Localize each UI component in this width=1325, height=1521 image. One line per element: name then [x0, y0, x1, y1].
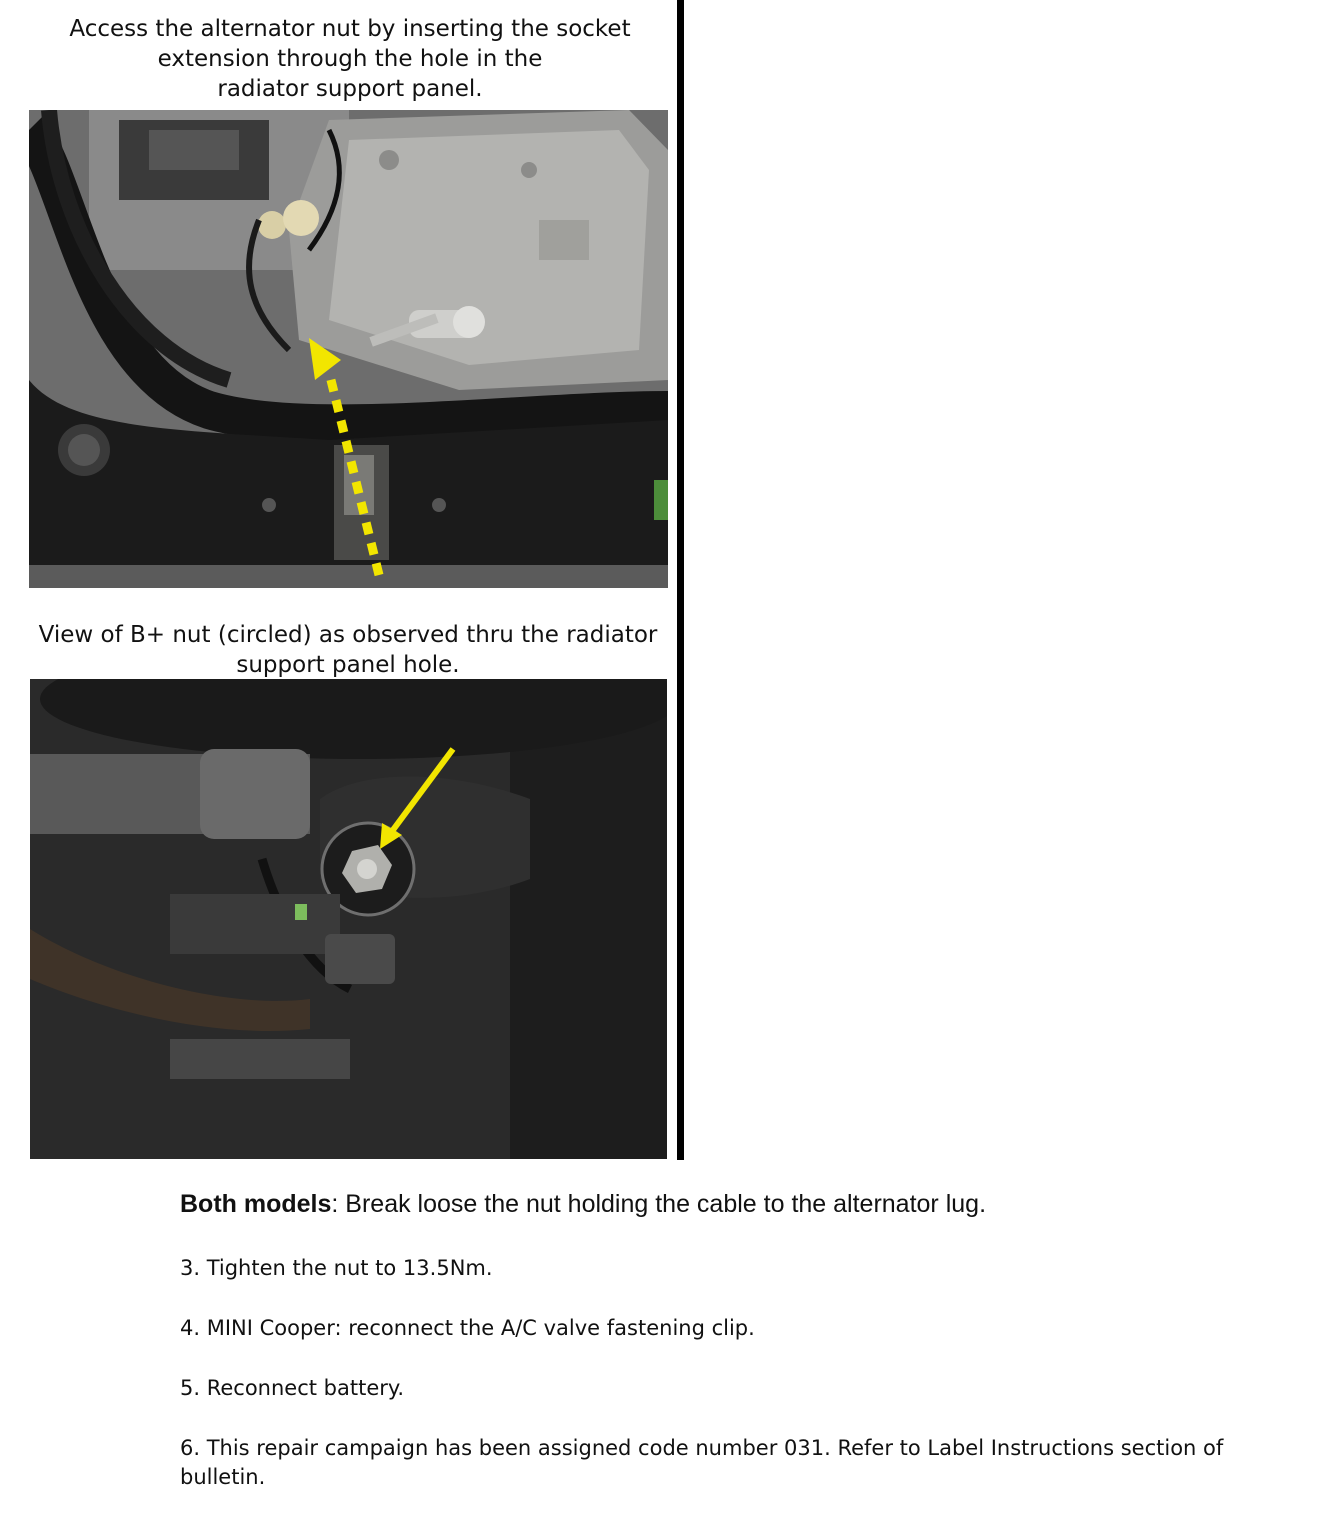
step-6: 6. This repair campaign has been assigned code number 031. Refer to Label Instructions section of bulletin. [180, 1436, 1224, 1489]
caption-line: support panel hole. [236, 652, 460, 678]
caption-line: radiator support panel. [217, 76, 483, 102]
engine-bay-photo [29, 110, 668, 588]
b-plus-nut-photo [30, 679, 667, 1159]
top-photo-caption [35, 14, 665, 104]
caption-line: Access the alternator nut by inserting the socket [69, 16, 631, 42]
caption-line: View of B+ nut (circled) as observed thru the radiator [38, 622, 658, 648]
both-models-text: : Break loose the nut holding the cable to the alternator lug. [331, 1190, 987, 1218]
step-4: 4. MINI Cooper: reconnect the A/C valve fastening clip. [180, 1316, 755, 1340]
bottom-photo-caption [30, 620, 666, 680]
both-models-label: Both models [180, 1190, 332, 1218]
vertical-divider [677, 0, 684, 1160]
both-models-instruction [180, 1190, 1310, 1219]
caption-line: extension through the hole in the [157, 46, 543, 72]
step-5: 5. Reconnect battery. [180, 1376, 404, 1400]
step-3: 3. Tighten the nut to 13.5Nm. [180, 1256, 493, 1280]
